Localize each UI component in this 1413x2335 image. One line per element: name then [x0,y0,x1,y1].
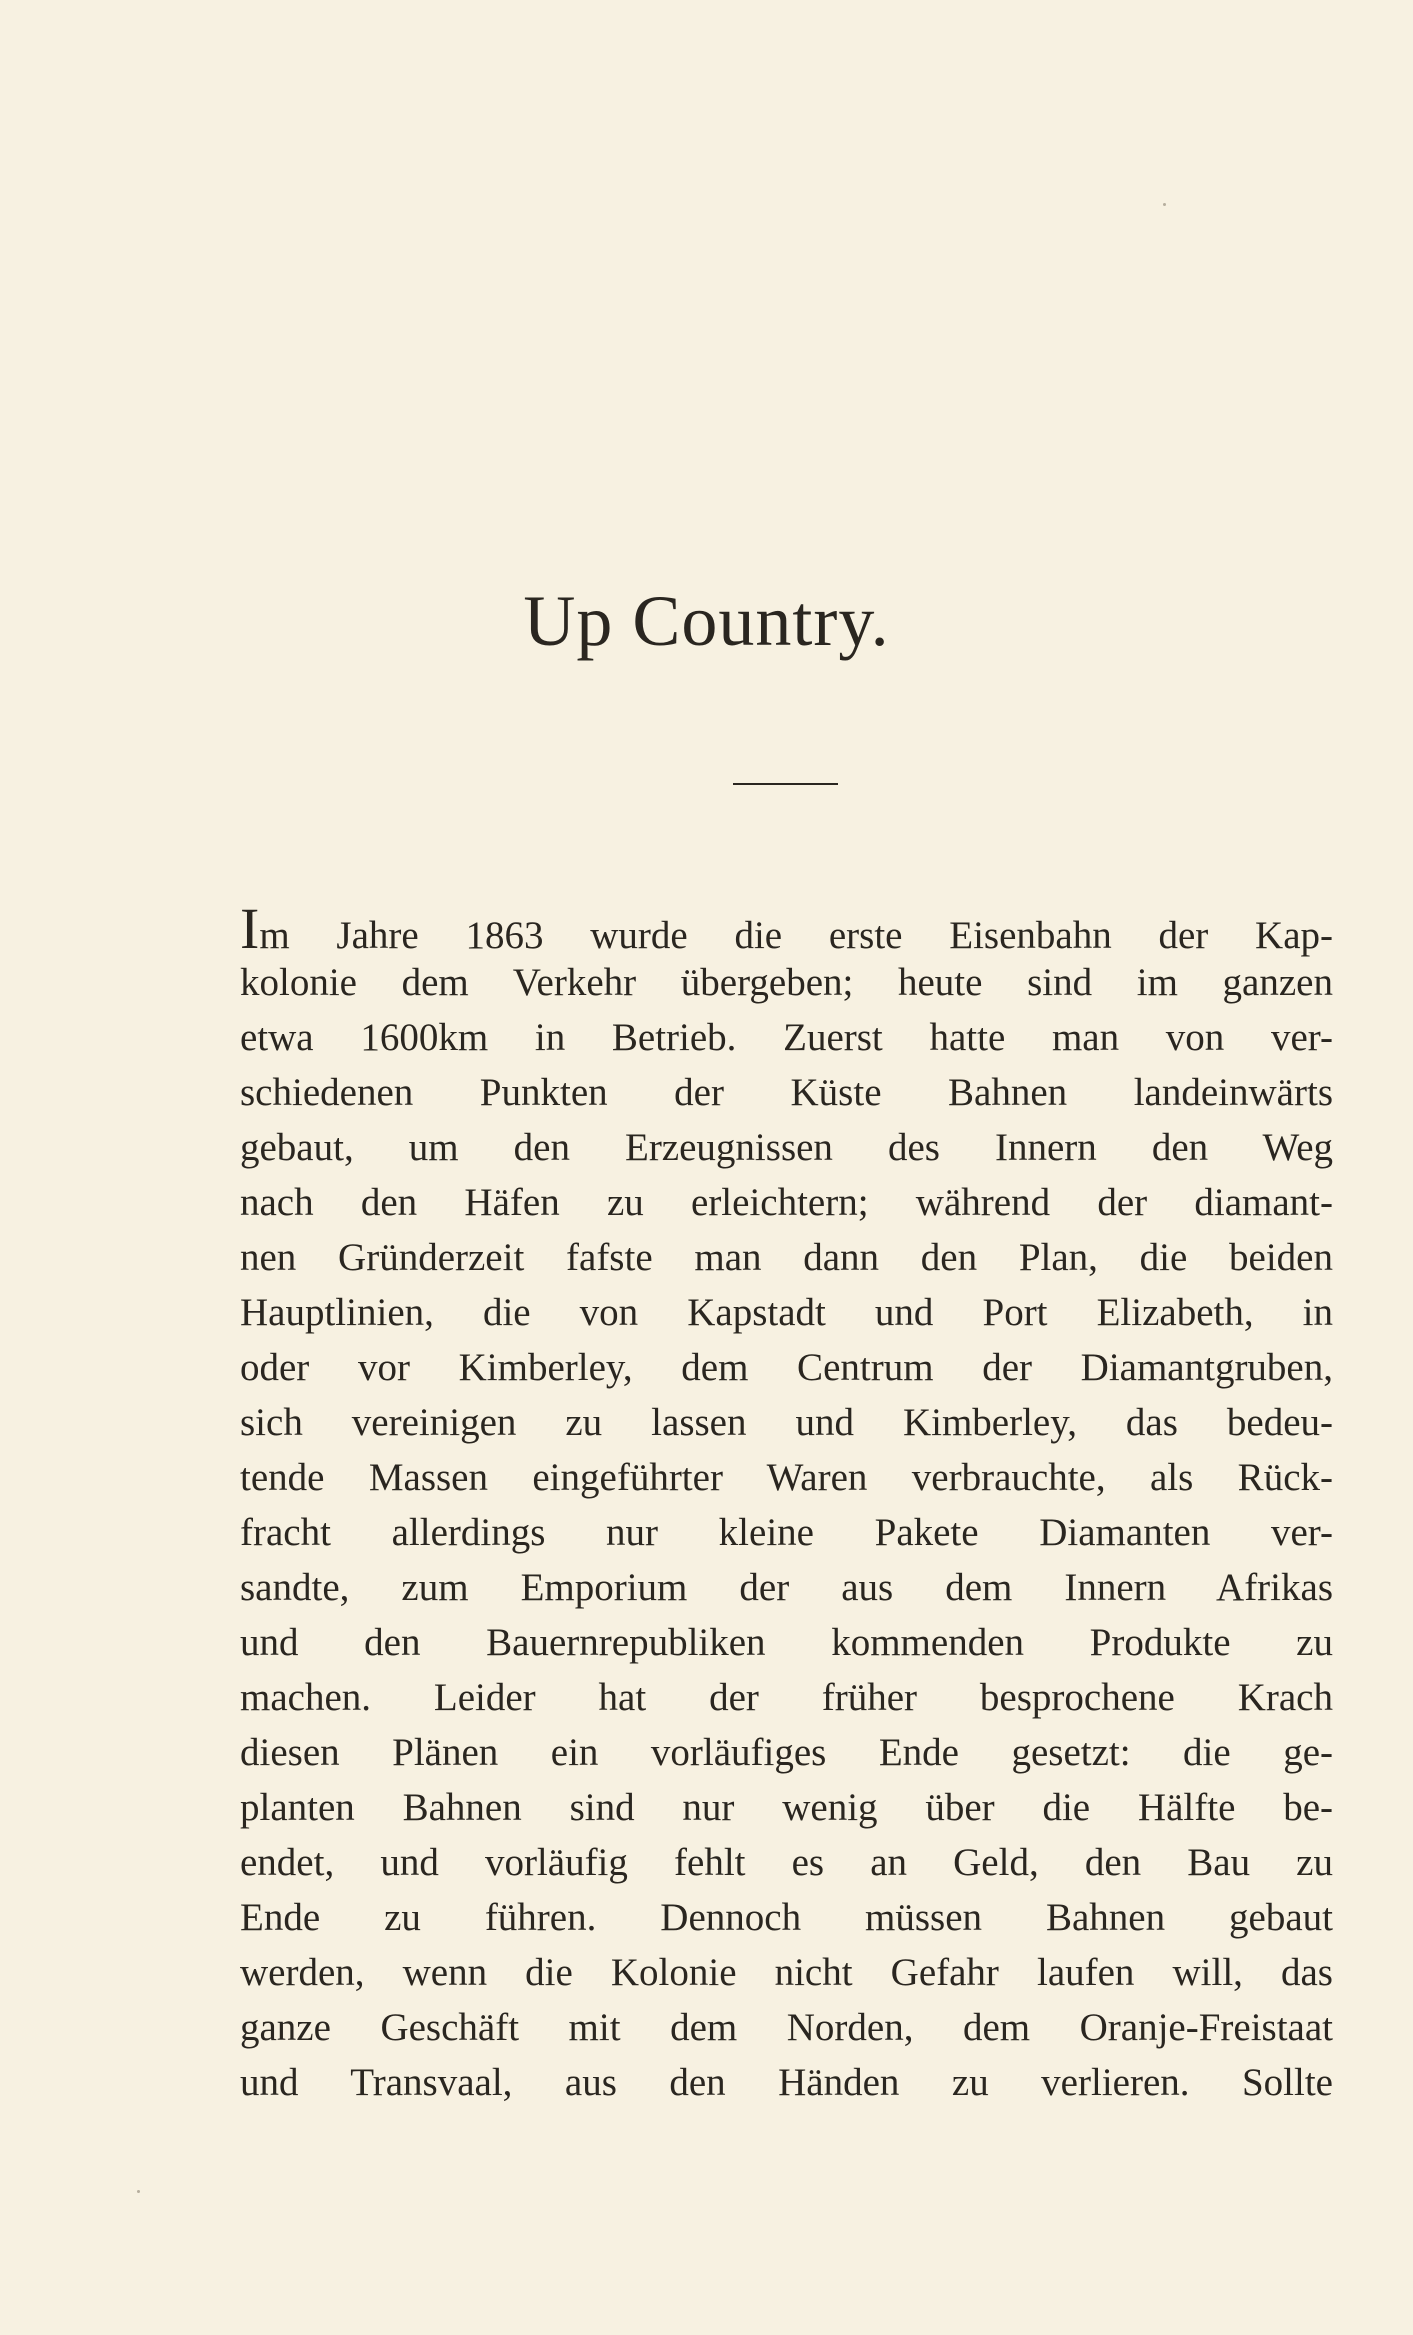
chapter-title: Up Country. [523,581,890,661]
paper-speck [1163,203,1166,206]
body-paragraph [240,896,1333,2110]
text-line: machen. Leider hat der früher besprochene Krach [240,1676,1333,1719]
text-line: kolonie dem Verkehr übergeben; heute sind im ganzen [240,961,1333,1004]
text-line: ganze Geschäft mit dem Norden, dem Oranje-Freistaat [240,2006,1333,2049]
text-line: Hauptlinien, die von Kapstadt und Port Elizabeth, in [240,1291,1333,1334]
text-line: nach den Häfen zu erleichtern; während der diamant- [240,1181,1333,1224]
text-line: etwa 1600km in Betrieb. Zuerst hatte man von ver- [240,1016,1333,1059]
text-line: endet, und vorläufig fehlt es an Geld, den Bau zu [240,1841,1333,1884]
text-line: nen Gründerzeit fafste man dann den Plan, die beiden [240,1236,1333,1279]
initial-letter: I [240,896,260,961]
title-rule [733,783,838,785]
text-line: planten Bahnen sind nur wenig über die Hälfte be- [240,1786,1333,1829]
text-line [240,896,1333,961]
text-line: sich vereinigen zu lassen und Kimberley, das bedeu- [240,1401,1333,1444]
text-line: tende Massen eingeführter Waren verbrauchte, als Rück- [240,1456,1333,1499]
first-line-text: m Jahre 1863 wurde die erste Eisenbahn der Kap- [259,914,1333,957]
paper-speck [137,2190,140,2193]
text-line: fracht allerdings nur kleine Pakete Diamanten ver- [240,1511,1333,1554]
text-line: gebaut, um den Erzeugnissen des Innern den Weg [240,1126,1333,1169]
text-line: Ende zu führen. Dennoch müssen Bahnen gebaut [240,1896,1333,1939]
text-line: sandte, zum Emporium der aus dem Innern Afrikas [240,1566,1333,1609]
text-line: und Transvaal, aus den Händen zu verlieren. Sollte [240,2061,1333,2104]
text-line: und den Bauernrepubliken kommenden Produkte zu [240,1621,1333,1664]
text-line: diesen Plänen ein vorläufiges Ende gesetzt: die ge- [240,1731,1333,1774]
text-line: werden, wenn die Kolonie nicht Gefahr laufen will, das [240,1951,1333,1994]
text-line: oder vor Kimberley, dem Centrum der Diamantgruben, [240,1346,1333,1389]
text-line: schiedenen Punkten der Küste Bahnen landeinwärts [240,1071,1333,1114]
